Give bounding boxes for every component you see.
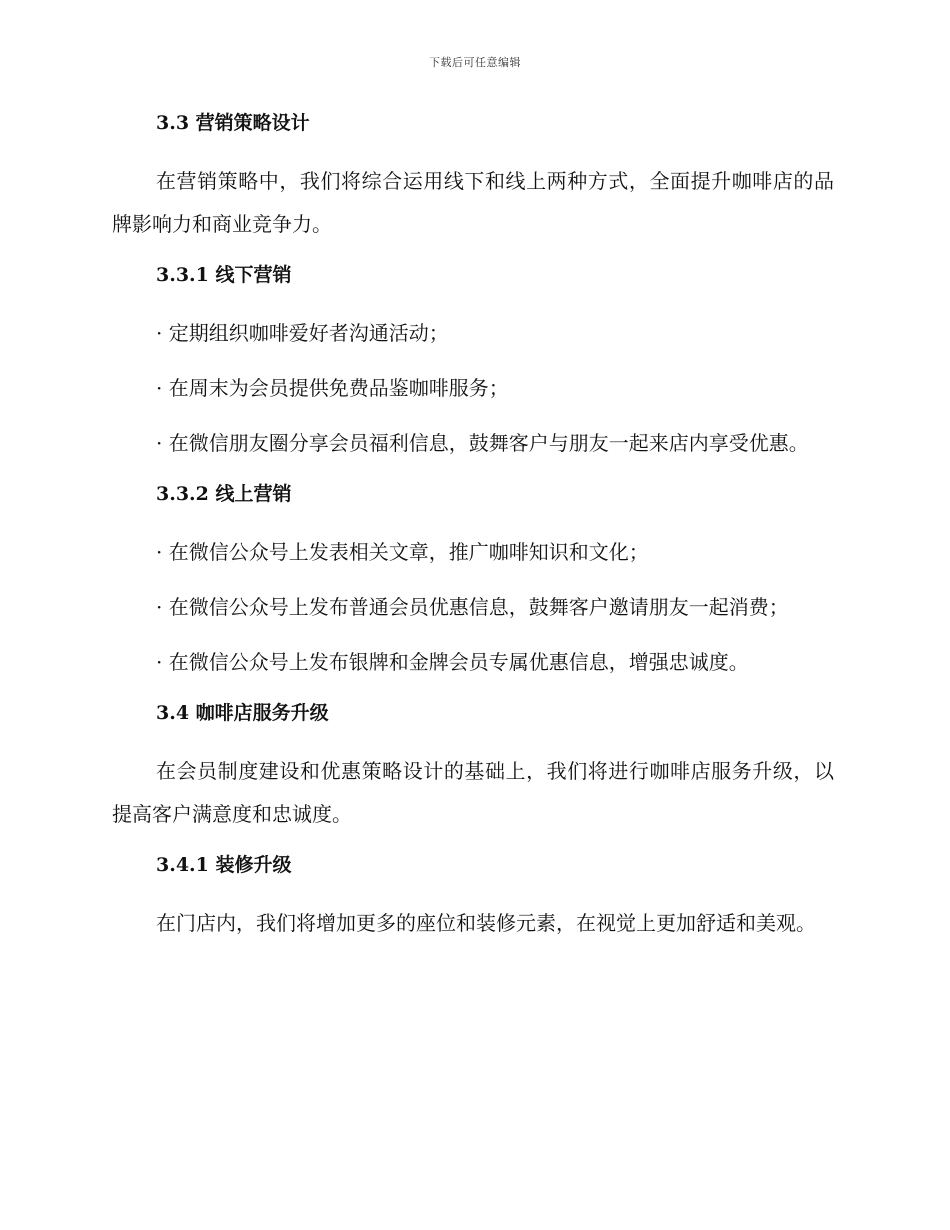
section-heading-3-3: 3.3 营销策略设计: [156, 112, 310, 134]
bullet-item-offline-3: · 在微信朋友圈分享会员福利信息，鼓舞客户与朋友一起来店内享受优惠。: [156, 431, 809, 455]
document-body: [112, 108, 834, 945]
paragraph-marketing-intro: 在营销策略中，我们将综合运用线下和线上两种方式，全面提升咖啡店的品牌影响力和商业竞争力。: [112, 169, 834, 236]
section-heading-3-4-1: 3.4.1 装修升级: [156, 854, 292, 876]
bullet-item-online-2: · 在微信公众号上发布普通会员优惠信息，鼓舞客户邀请朋友一起消费；: [156, 595, 789, 619]
paragraph-service-intro: 在会员制度建设和优惠策略设计的基础上，我们将进行咖啡店服务升级，以提高客户满意度和忠诚度。: [112, 759, 834, 826]
section-heading-3-4: 3.4 咖啡店服务升级: [156, 702, 329, 724]
section-heading-3-3-1: 3.3.1 线下营销: [156, 264, 292, 286]
paragraph-renovation: 在门店内，我们将增加更多的座位和装修元素，在视觉上更加舒适和美观。: [156, 911, 816, 935]
bullet-item-online-1: · 在微信公众号上发表相关文章，推广咖啡知识和文化；: [156, 540, 649, 564]
section-heading-3-3-2: 3.3.2 线上营销: [156, 483, 292, 505]
bullet-item-offline-2: · 在周末为会员提供免费品鉴咖啡服务；: [156, 376, 509, 400]
page-header: 下载后可任意编辑: [429, 56, 521, 69]
bullet-item-online-3: · 在微信公众号上发布银牌和金牌会员专属优惠信息，增强忠诚度。: [156, 650, 749, 674]
bullet-item-offline-1: · 定期组织咖啡爱好者沟通活动；: [156, 321, 449, 345]
